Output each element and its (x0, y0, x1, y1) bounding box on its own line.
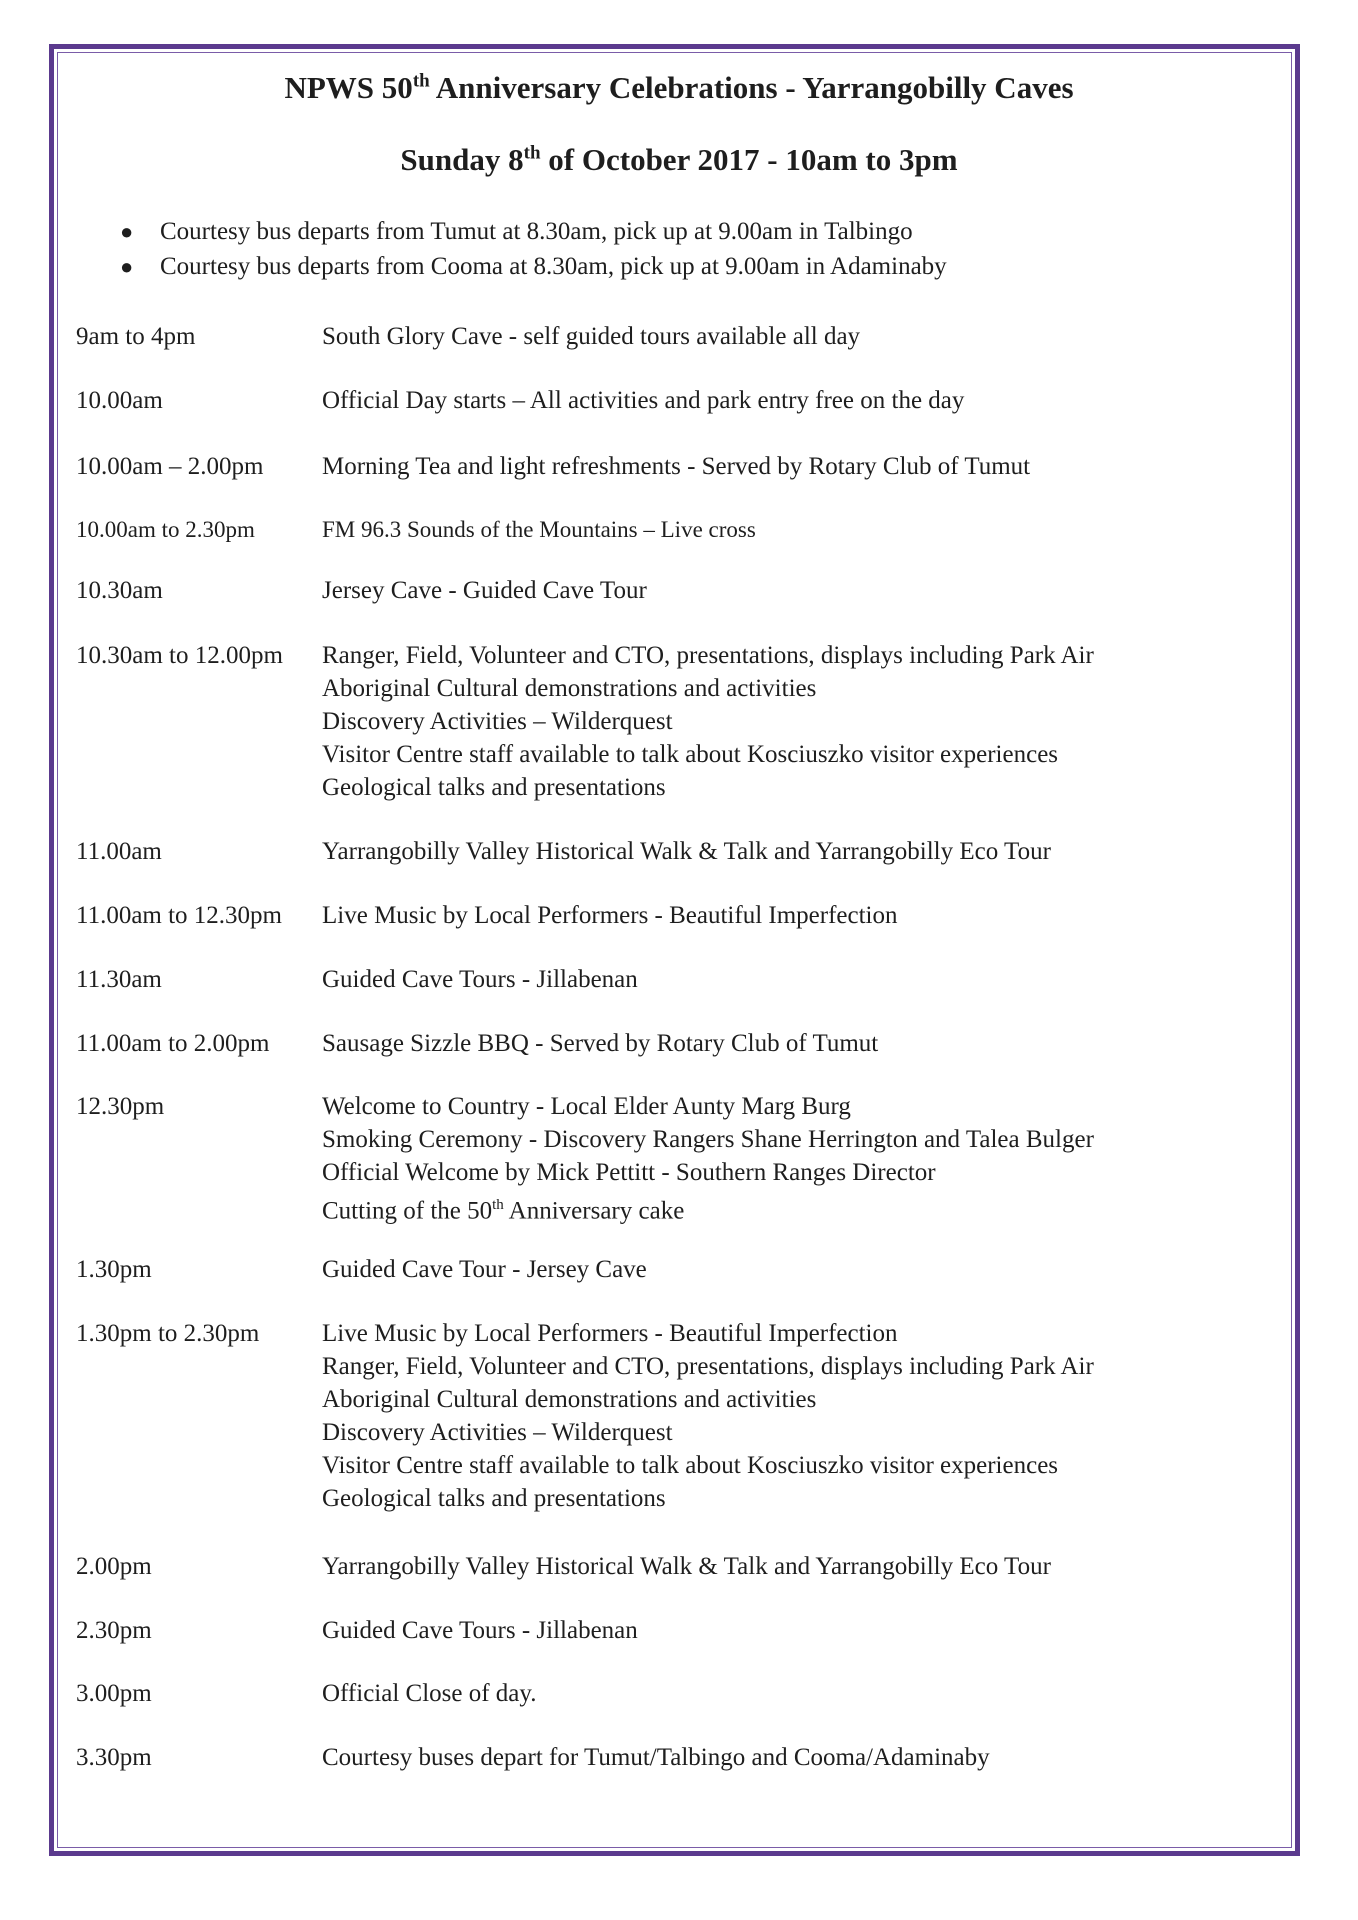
activity: Official Day starts – All activities and park entry free on the day (322, 387, 965, 414)
activity: Welcome to Country - Local Elder Aunty Marg Burg (322, 1093, 851, 1120)
schedule-activities (322, 1614, 1302, 1647)
event-date (0, 142, 1358, 178)
cake-prefix: Cutting of the 50 (322, 1197, 493, 1225)
activity: Ranger, Field, Volunteer and CTO, presentations, displays including Park Air (322, 1353, 1094, 1380)
activity-cake (322, 1189, 1302, 1227)
schedule-time: 10.30am to 12.00pm (76, 642, 283, 669)
bus-notes-list (120, 214, 947, 284)
schedule-time: 10.00am to 2.30pm (76, 517, 255, 542)
schedule-time: 10.00am (76, 387, 163, 414)
bullet-icon: ● (120, 219, 134, 244)
activity: Live Music by Local Performers - Beautiful Imperfection (322, 902, 898, 929)
schedule-time: 1.30pm (76, 1256, 152, 1283)
activity: Guided Cave Tours - Jillabenan (322, 966, 638, 993)
schedule-time: 9am to 4pm (76, 323, 196, 350)
schedule-activities (322, 1317, 1302, 1515)
schedule-activities (322, 574, 1302, 607)
schedule-activities (322, 1027, 1302, 1060)
activity: Official Close of day. (322, 1680, 537, 1707)
activity: Geological talks and presentations (322, 774, 666, 801)
activity: Discovery Activities – Wilderquest (322, 1419, 673, 1446)
schedule-time: 3.00pm (76, 1680, 152, 1707)
schedule-activities (322, 963, 1302, 996)
bullet-icon: ● (120, 254, 134, 279)
activity: Geological talks and presentations (322, 1485, 666, 1512)
schedule-activities (322, 513, 1302, 546)
schedule-time: 11.30am (76, 966, 162, 993)
schedule-time: 12.30pm (76, 1093, 165, 1120)
activity: Discovery Activities – Wilderquest (322, 708, 673, 735)
schedule-time: 3.30pm (76, 1744, 152, 1771)
schedule-activities (322, 639, 1302, 804)
activity: Morning Tea and light refreshments - Served by Rotary Club of Tumut (322, 453, 1031, 480)
schedule-activities (322, 1550, 1302, 1583)
schedule-activities (322, 899, 1302, 932)
activity: FM 96.3 Sounds of the Mountains – Live cross (322, 517, 756, 542)
activity: Guided Cave Tours - Jillabenan (322, 1617, 638, 1644)
cake-suffix: Anniversary cake (503, 1197, 685, 1225)
title-superscript: th (412, 70, 430, 92)
bus-note (120, 214, 947, 249)
title-suffix: Anniversary Celebrations - Yarrangobilly Caves (429, 70, 1074, 105)
activity: Jersey Cave - Guided Cave Tour (322, 577, 647, 604)
activity: Visitor Centre staff available to talk about Kosciuszko visitor experiences (322, 741, 1059, 768)
schedule-time: 10.00am – 2.00pm (76, 453, 264, 480)
activity: Yarrangobilly Valley Historical Walk & Talk and Yarrangobilly Eco Tour (322, 1553, 1051, 1580)
schedule-activities (322, 1677, 1302, 1710)
schedule-time: 11.00am to 12.30pm (76, 902, 283, 929)
page-title (0, 70, 1358, 106)
schedule-activities (322, 1741, 1302, 1774)
schedule-time: 11.00am (76, 838, 162, 865)
cake-superscript: th (492, 1197, 504, 1213)
schedule-activities (322, 1253, 1302, 1286)
schedule-activities (322, 450, 1302, 483)
schedule-time: 2.30pm (76, 1617, 152, 1644)
activity: Visitor Centre staff available to talk about Kosciuszko visitor experiences (322, 1452, 1059, 1479)
date-prefix: Sunday 8 (400, 142, 524, 177)
title-prefix: NPWS 50 (284, 70, 413, 105)
activity: Live Music by Local Performers - Beautiful Imperfection (322, 1320, 898, 1347)
bus-note-text: Courtesy bus departs from Tumut at 8.30am, pick up at 9.00am in Talbingo (160, 218, 913, 245)
activity: Ranger, Field, Volunteer and CTO, presentations, displays including Park Air (322, 642, 1094, 669)
schedule-activities (322, 384, 1302, 417)
date-superscript: th (523, 142, 541, 164)
page-border (49, 44, 1300, 1856)
bus-note (120, 249, 947, 284)
bus-note-text: Courtesy bus departs from Cooma at 8.30am, pick up at 9.00am in Adaminaby (160, 253, 947, 280)
activity: Guided Cave Tour - Jersey Cave (322, 1256, 647, 1283)
schedule-activities (322, 1090, 1302, 1227)
activity: Courtesy buses depart for Tumut/Talbingo and Cooma/Adaminaby (322, 1744, 990, 1771)
activity: Aboriginal Cultural demonstrations and activities (322, 675, 817, 702)
schedule-time: 10.30am (76, 577, 163, 604)
schedule-time: 2.00pm (76, 1553, 152, 1580)
activity: Sausage Sizzle BBQ - Served by Rotary Club of Tumut (322, 1030, 879, 1057)
schedule-activities (322, 835, 1302, 868)
activity: Smoking Ceremony - Discovery Rangers Shane Herrington and Talea Bulger (322, 1126, 1094, 1153)
activity: Aboriginal Cultural demonstrations and activities (322, 1386, 817, 1413)
date-suffix: of October 2017 - 10am to 3pm (540, 142, 958, 177)
activity: Yarrangobilly Valley Historical Walk & Talk and Yarrangobilly Eco Tour (322, 838, 1051, 865)
activity: South Glory Cave - self guided tours available all day (322, 323, 861, 350)
schedule-activities (322, 320, 1302, 353)
schedule-time: 11.00am to 2.00pm (76, 1030, 270, 1057)
activity: Official Welcome by Mick Pettitt - Southern Ranges Director (322, 1159, 936, 1186)
schedule-time: 1.30pm to 2.30pm (76, 1320, 260, 1347)
